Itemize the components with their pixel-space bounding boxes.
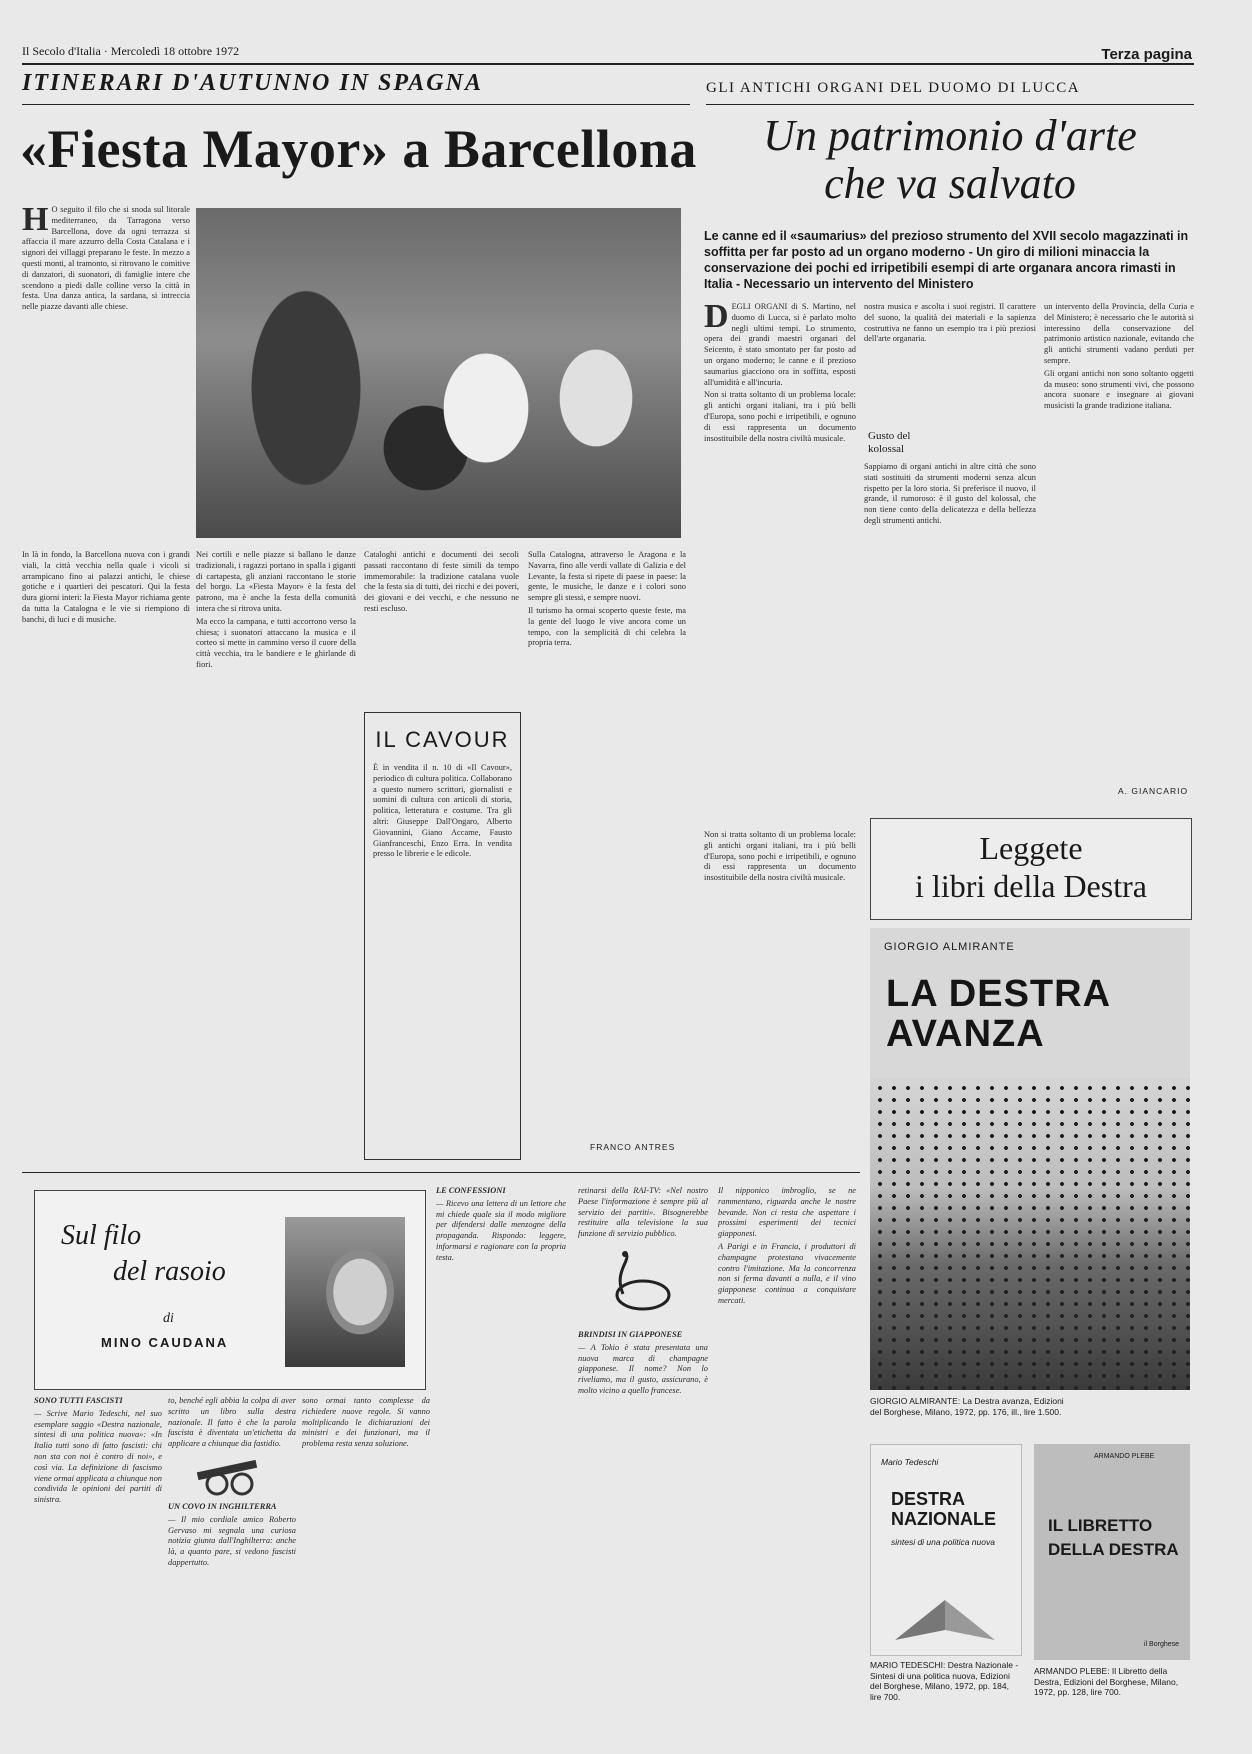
sul-col4b-para: — A Tokio è stata presentata una nuova marca di champagne giapponese. Il nome? Non lo riveliamo, ma il gusto, assicurano, è molto vicino a quello francese. xyxy=(578,1342,708,1395)
sul-filo-header xyxy=(34,1190,426,1390)
left-headline: «Fiesta Mayor» a Barcellona xyxy=(20,119,697,179)
sul-col2-head: UN COVO IN INGHILTERRA xyxy=(168,1501,277,1511)
left-rule xyxy=(22,104,690,105)
sul-col1-head: SONO TUTTI FASCISTI xyxy=(34,1396,123,1405)
bottom-section-rule xyxy=(22,1172,860,1173)
book3-title-line2: DELLA DESTRA xyxy=(1048,1540,1179,1559)
book2-title-line2: NAZIONALE xyxy=(891,1509,996,1529)
book-cover-destra-nazionale xyxy=(870,1444,1022,1656)
right-headline-line2: che va salvato xyxy=(824,159,1076,208)
sul-col2 xyxy=(168,1396,296,1746)
dancers-photo xyxy=(196,208,681,538)
left-kicker: ITINERARI D'AUTUNNO IN SPAGNA xyxy=(22,70,483,96)
right-col2-para: nostra musica e ascolta i suoi registri. Il carattere del suono, la qualità dei materiali e la sapienza costruttiva ne fanno un esempio tra i più preziosi dell'arte organaria. xyxy=(864,302,1036,344)
sul-col5b-para: A Parigi e in Francia, i produttori di champagne protestano vivacemente contro l'imitazione. Ma la concorrenza non si ferma davanti a nulla, e il vino giapponese continua a conquistare mercati. xyxy=(718,1241,856,1305)
book3-author: ARMANDO PLEBE xyxy=(1094,1453,1155,1460)
right-author: A. GIANCARIO xyxy=(1118,786,1189,796)
top-rule xyxy=(22,63,1194,65)
left-col2-para: Nei cortili e nelle piazze si ballano le danze tradizionali, i ragazzi portano in spalla i giganti di cartapesta, gli anziani raccontano le storie del borgo. La «Fiesta Mayor» è la festa del patrono, ma è anche la festa della comunità intera che si ritrova unita. xyxy=(196,550,356,613)
right-col1b-para: Non si tratta soltanto di un problema locale: gli antichi organi italiani, tra i più belli d'Europa, sono pochi e irripetibili, e ognuno di essi rappresenta un documento insostituibile della nostra civiltà musicale. xyxy=(704,390,856,443)
sul-col4-para: retinarsi della RAI-TV: «Nel nostro Paese l'informazione è sempre più al servizio dei partiti». Bisognerebbe restituire alla televisione la sua funzione di servizio pubblico. xyxy=(578,1186,708,1239)
right-headline xyxy=(706,112,1194,208)
book3-title-line1: IL LIBRETTO xyxy=(1048,1516,1153,1535)
book2-subtitle: sintesi di una politica nuova xyxy=(891,1537,995,1547)
sul-by: di xyxy=(163,1311,174,1326)
ad-title-line2: i libri della Destra xyxy=(915,868,1147,904)
cavour-text xyxy=(365,753,520,1143)
right-col3b-para: Gli organi antichi non sono soltanto oggetti da museo: sono strumenti vivi, che possono ancora suonare e insegnare ai giovani musicisti la grande tradizione italiana. xyxy=(1044,368,1194,411)
sul-title-line1: Sul filo xyxy=(61,1220,142,1251)
book2-author: Mario Tedeschi xyxy=(881,1457,939,1467)
right-col3-para: un intervento della Provincia, della Curia e del Ministero; è necessario che le autorità si interessino della conservazione del patrimonio artistico nazionale, evitando che gli antichi strumenti vadano perduti per sempre. xyxy=(1044,302,1194,365)
sul-col3b-para: — Ricevo una lettera di un lettore che mi chiede quale sia il modo migliore per difendersi dalle menzogne della propaganda. Rispondo: leggere, informarsi e ragionare con la propria testa. xyxy=(436,1198,566,1262)
book2-title-line1: DESTRA xyxy=(891,1489,966,1509)
left-col4-para: Sulla Catalogna, attraverso le Aragona e la Navarra, fino alle verdi vallate di Galizia e del Levante, la festa si ripete di paese in paese: la gente, le musiche, le danze e i colori sono sempre gli stessi, e sempre nuovi. xyxy=(528,550,686,603)
right-kicker: GLI ANTICHI ORGANI DEL DUOMO DI LUCCA xyxy=(706,80,1081,96)
sul-col2b-para: — Il mio cordiale amico Roberto Gervaso mi segnala una curiosa notizia giunta dall'Inghilterra: anche là, a quanto pare, si vedono fascisti dappertutto. xyxy=(168,1514,296,1567)
right-dropcap: D xyxy=(704,302,729,335)
cannon-icon xyxy=(187,1456,277,1496)
right-col1-cont xyxy=(704,830,856,1155)
left-col3-para: Cataloghi antichi e documenti dei secoli passati raccontano di feste simili da tempo immemorabile: la tradizione catalana vuole che la festa sia di tutti, dei ricchi e dei poveri, dei giovani e dei vecchi, e che nessuno ne resti escluso. xyxy=(364,550,519,613)
left-col1-bottom xyxy=(22,550,190,1162)
sul-author: MINO CAUDANA xyxy=(101,1335,229,1350)
left-dropcap: H xyxy=(22,205,49,238)
sul-col5-para: Il nipponico imbroglio, se ne rammentano, riguarda anche le nostre bevande. Non ci resta che aspettare i prossimi esperimenti dei tecnici giapponesi. xyxy=(718,1186,856,1239)
sul-title-line2: del rasoio xyxy=(113,1256,226,1287)
sul-col4 xyxy=(578,1186,708,1746)
left-col2b-para: Ma ecco la campana, e tutti accorrono verso la chiesa; i suonatori attaccano la musica e il corteo si mette in cammino verso il cuore della città vecchia, tra le bandiere e le ghirlande di fiori. xyxy=(196,616,356,669)
right-col2b-para: Sappiamo di organi antichi in altre città che sono stati sostituiti da strumenti moderni senza alcun rispetto per la loro storia. Si preferisce il nuovo, il grande, il rumoroso: è il gusto del kolossal, che non tiene conto della delicatezza e della bellezza degli strumenti antichi. xyxy=(864,462,1036,525)
cover-author: GIORGIO ALMIRANTE xyxy=(884,941,1015,953)
left-author: FRANCO ANTRES xyxy=(590,1142,676,1152)
flags-icon xyxy=(885,1585,1005,1645)
left-col2 xyxy=(196,550,356,1162)
sul-col1 xyxy=(34,1396,162,1746)
right-col3 xyxy=(1044,302,1194,772)
masthead-date: Il Secolo d'Italia · Mercoledì 18 ottobre 1972 xyxy=(22,44,240,58)
cover-title-line1: LA DESTRA xyxy=(886,973,1112,1015)
caption-destra-nazionale: MARIO TEDESCHI: Destra Nazionale - Sintesi di una politica nuova, Edizioni del Borghese, Milano, 1972, pp. 184, lire 700. xyxy=(870,1660,1019,1702)
cavour-para: È in vendita il n. 10 di «Il Cavour», periodico di cultura politica. Collaborano a questo numero scrittori, giornalisti e uomini di cultura con articoli di storia, politica, letteratura e costume. Tra gli altri: Giuseppe Dall'Ongaro, Alberto Giovannini, Giano Accame, Fausto Gianfranceschi, Enzo Erra. In vendita presso le librerie e le edicole. xyxy=(373,763,512,859)
left-col1-top xyxy=(22,205,190,545)
left-col1-para: O seguito il filo che si snoda sul litorale mediterraneo, da Tarragona verso Barcellona, dove da ogni terrazza si affaccia il mare azzurro della Costa Catalana e i signori dei villaggi preparano le feste. In mezzo a questi monti, al tramonto, si ritrovano le comitive di danzatori, di suonatori, di famiglie intere che scendono a piedi dalle colline verso la città in festa. Una danza antica, la sardana, si intreccia nelle piazze davanti alle chiese. xyxy=(22,205,190,312)
cover-title xyxy=(886,974,1111,1054)
sul-col3-head: LE CONFESSIONI xyxy=(436,1186,506,1195)
cover-title-line2: AVANZA xyxy=(886,1013,1045,1055)
right-deck: Le canne ed il «saumarius» del prezioso strumento del XVII secolo magazzinati in soffitta per far posto ad un organo moderno - Un giro di milioni minaccia la conservazione dei pochi ed irripetibili esempi di arte organara ancora rimasti in Italia - Necessario un intervento del Ministero xyxy=(704,229,1189,291)
sul-col2-para: to, benché egli abbia la colpa di aver scritto un libro sulla destra nazionale. Il fatto è che la parola fascista è diventata un'etichetta da applicare a chiunque dia fastidio. xyxy=(168,1396,296,1449)
book3-publisher: il Borghese xyxy=(1144,1641,1180,1648)
author-portrait xyxy=(285,1217,405,1367)
crowd-photo xyxy=(870,1078,1190,1390)
ad-title-line1: Leggete xyxy=(979,830,1083,866)
left-col4 xyxy=(528,550,686,1128)
right-col1-cont-para: Non si tratta soltanto di un problema locale: gli antichi organi italiani, tra i più belli d'Europa, sono pochi e irripetibili, e ognuno di essi rappresenta un documento insostituibile della nostra civiltà musicale. xyxy=(704,830,856,883)
sul-col1-para: — Scrive Mario Tedeschi, nel suo esemplare saggio «Destra nazionale, sintesi di una politica nuova»: «In Italia tutti sono di fatto fascisti: chi non sta con noi è contro di noi», e così via. La definizione di fascismo viene ormai applicata a chiunque non condivida le opinioni dei partiti di sinistra. xyxy=(34,1408,162,1505)
book2-title xyxy=(891,1489,996,1529)
books-ad-banner xyxy=(870,818,1192,920)
left-col3 xyxy=(364,550,519,702)
right-col2-bottom xyxy=(864,462,1036,822)
book-cover-destra-avanza xyxy=(870,928,1190,1390)
section-label: Terza pagina xyxy=(1101,46,1192,63)
sul-col3 xyxy=(302,1396,430,1746)
right-rule xyxy=(706,104,1194,105)
book3-title xyxy=(1048,1514,1179,1562)
caption-destra-avanza: GIORGIO ALMIRANTE: La Destra avanza, Edizioni del Borghese, Milano, 1972, pp. 176, ill., lire 1.500. xyxy=(870,1396,1064,1417)
left-col1b-para: In là in fondo, la Barcellona nuova con i grandi viali, la città vecchia nella quale i vicoli si arrampicano fino ai palazzi antichi, le chiese gotiche e i quartieri dei pescatori. Qui la festa dura giorni interi: la Fiesta Mayor richiama gente da tutta la Catalogna e le vie si riempiono di banchi, di luci e di musiche. xyxy=(22,550,190,624)
right-headline-line1: Un patrimonio d'arte xyxy=(763,111,1137,160)
bird-icon xyxy=(603,1250,683,1320)
right-subhead: Gusto del kolossal xyxy=(868,430,911,455)
right-col2-top xyxy=(864,302,1036,427)
sul-col5 xyxy=(718,1186,856,1746)
right-col1 xyxy=(704,302,856,822)
caption-libretto: ARMANDO PLEBE: Il Libretto della Destra, Edizioni del Borghese, Milano, 1972, pp. 128, lire 700. xyxy=(1034,1666,1179,1697)
sul-col4-head: BRINDISI IN GIAPPONESE xyxy=(578,1329,683,1339)
right-col1-para: EGLI ORGANI di S. Martino, nel duomo di Lucca, si è parlato molto negli ultimi tempi. Lo strumento, opera dei grandi maestri organari del Seicento, è stato smontato per far posto ad un organo moderno; le canne e il prezioso saumarius giacciono ora in soffitta, esposti all'umidità e all'incuria. xyxy=(704,302,856,387)
cavour-title: IL CAVOUR xyxy=(375,727,510,752)
cavour-box xyxy=(364,712,521,1160)
book-cover-libretto xyxy=(1034,1444,1190,1660)
left-col4b-para: Il turismo ha ormai scoperto queste feste, ma la gente del luogo le vive ancora come un tempo, con la semplicità di chi celebra la propria terra. xyxy=(528,605,686,648)
sul-col3-para: sono ormai tanto complesse da richiedere nuove regole. Si vanno moltiplicando le dichiarazioni dei ministri e dei funzionari, ma il problema resta senza soluzione. xyxy=(302,1396,430,1449)
sul-col3b xyxy=(436,1186,566,1746)
